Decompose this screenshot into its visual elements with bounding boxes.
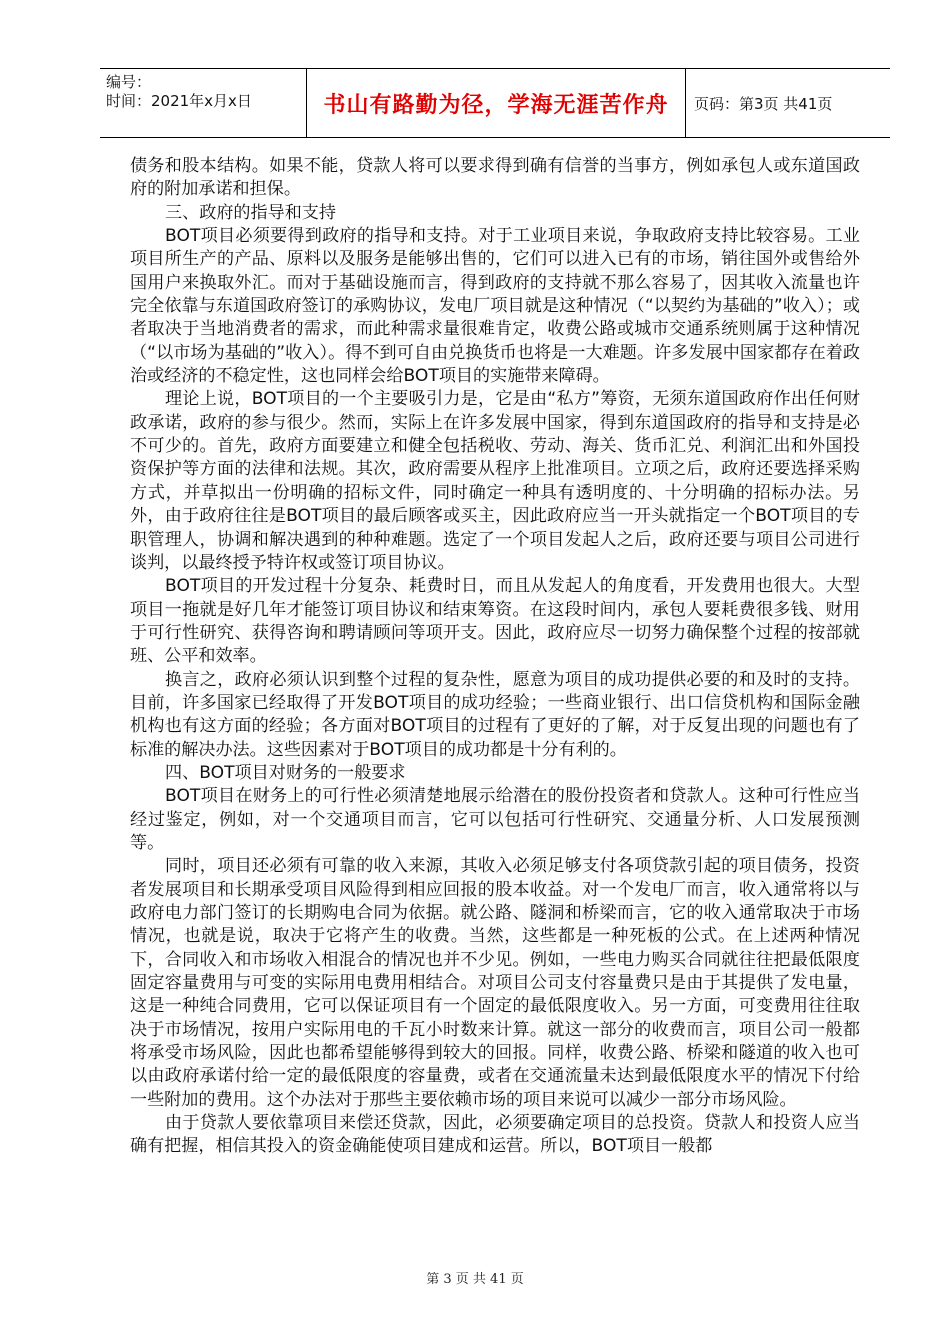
header-meta xyxy=(100,69,307,137)
paragraph: 同时，项目还必须有可靠的收入来源，其收入必须足够支付各项贷款引起的项目债务，投资者发展项目和长期承受项目风险得到相应回报的股本收益。对一个发电厂而言，收入通常将以与政府电力部门签订的长期购电合同为依据。就公路、隧洞和桥梁而言，它的收入通常取决于市场情况，也就是说，取决于它将产生的收费。当然，这些都是一种死板的公式。在上述两种情况下，合同收入和市场收入相混合的情况也并不少见。例如，一些电力购买合同就往往把最低限度固定容量费用与可变的实际用电费用相结合。对项目公司支付容量费只是由于其提供了发电量，这是一种纯合同费用，它可以保证项目有一个固定的最低限度收入。另一方面，可变费用往往取决于市场情况，按用户实际用电的千瓦小时数来计算。就这一部分的收费而言，项目公司一般都将承受市场风险，因此也都希望能够得到较大的回报。同样，收费公路、桥梁和隧道的收入也可以由政府承诺付给一定的最低限度的容量费，或者在交通流量未达到最低限度水平的情况下付给一些附加的费用。这个办法对于那些主要依赖市场的项目来说可以减少一部分市场风险。 xyxy=(130,856,860,1110)
paragraph: BOT项目的开发过程十分复杂、耗费时日，而且从发起人的角度看，开发费用也很大。大型项目一拖就是好几年才能签订项目协议和结束筹资。在这段时间内，承包人要耗费很多钱、财用于可行性研究、获得咨询和聘请顾问等项开支。因此，政府应尽一切努力确保整个过程的按部就班、公平和效率。 xyxy=(130,576,860,667)
paragraph: 债务和股本结构。如果不能，贷款人将可以要求得到确有信誉的当事方，例如承包人或东道国政府的附加承诺和担保。 xyxy=(130,156,860,200)
header-page-info: 页码：第3页 共41页 xyxy=(694,94,833,113)
paragraph: 理论上说，BOT项目的一个主要吸引力是，它是由“私方”筹资，无须东道国政府作出任何财政承诺，政府的参与很少。然而，实际上在许多发展中国家，得到东道国政府的指导和支持是必不可少的。首先，政府方面要建立和健全包括税收、劳动、海关、货币汇兑、利润汇出和外国投资保护等方面的法律和法规。其次，政府需要从程序上批准项目。立项之后，政府还要选择采购方式，并草拟出一份明确的招标文件，同时确定一种具有透明度的、十分明确的招标办法。另外，由于政府往往是BOT项目的最后顾客或买主，因此政府应当一开头就指定一个BOT项目的专职管理人，协调和解决遇到的种种难题。选定了一个项目发起人之后，政府还要与项目公司进行谈判，以最终授予特许权或签订项目协议。 xyxy=(130,389,860,573)
time-label: 时间：2021年x月x日 xyxy=(106,92,252,110)
paragraph: 换言之，政府必须认识到整个过程的复杂性，愿意为项目的成功提供必要的和及时的支持。目前，许多国家已经取得了开发BOT项目的成功经验；一些商业银行、出口信贷机构和国际金融机构也有这方面的经验；各方面对BOT项目的过程有了更好的了解，对于反复出现的问题也有了标准的解决办法。这些因素对于BOT项目的成功都是十分有利的。 xyxy=(130,669,860,760)
section-heading: 四、BOT项目对财务的一般要求 xyxy=(165,762,406,783)
paragraph: 由于贷款人要依靠项目来偿还贷款，因此，必须要确定项目的总投资。贷款人和投资人应当确有把握，相信其投入的资金确能使项目建成和运营。所以，BOT项目一般都 xyxy=(130,1113,860,1157)
header-motto: 书山有路勤为径，学海无涯苦作舟 xyxy=(307,69,686,137)
paragraph: BOT项目必须要得到政府的指导和支持。对于工业项目来说，争取政府支持比较容易。工业项目所生产的产品、原料以及服务是能够出售的，它们可以进入已有的市场，销往国外或售给外国用户来换取外汇。而对于基础设施而言，得到政府的支持就不那么容易了，因其收入流量也许完全依靠与东道国政府签订的承购协议，发电厂项目就是这种情况（“以契约为基础的”收入）；或者取决于当地消费者的需求，而此种需求量很难肯定，收费公路或城市交通系统则属于这种情况（“以市场为基础的”收入）。得不到可自由兑换货币也将是一大难题。许多发展中国家都存在着政治或经济的不稳定性，这也同样会给BOT项目的实施带来障碍。 xyxy=(130,226,860,387)
section-heading: 三、政府的指导和支持 xyxy=(165,202,336,223)
page-header xyxy=(100,68,890,138)
document-body xyxy=(130,155,860,1159)
number-label: 编号： xyxy=(106,73,152,91)
page-footer: 第 3 页 共 41 页 xyxy=(426,1272,524,1287)
paragraph: BOT项目在财务上的可行性必须清楚地展示给潜在的股份投资者和贷款人。这种可行性应当经过鉴定，例如，对一个交通项目而言，它可以包括可行性研究、交通量分析、人口发展预测等。 xyxy=(130,786,860,853)
